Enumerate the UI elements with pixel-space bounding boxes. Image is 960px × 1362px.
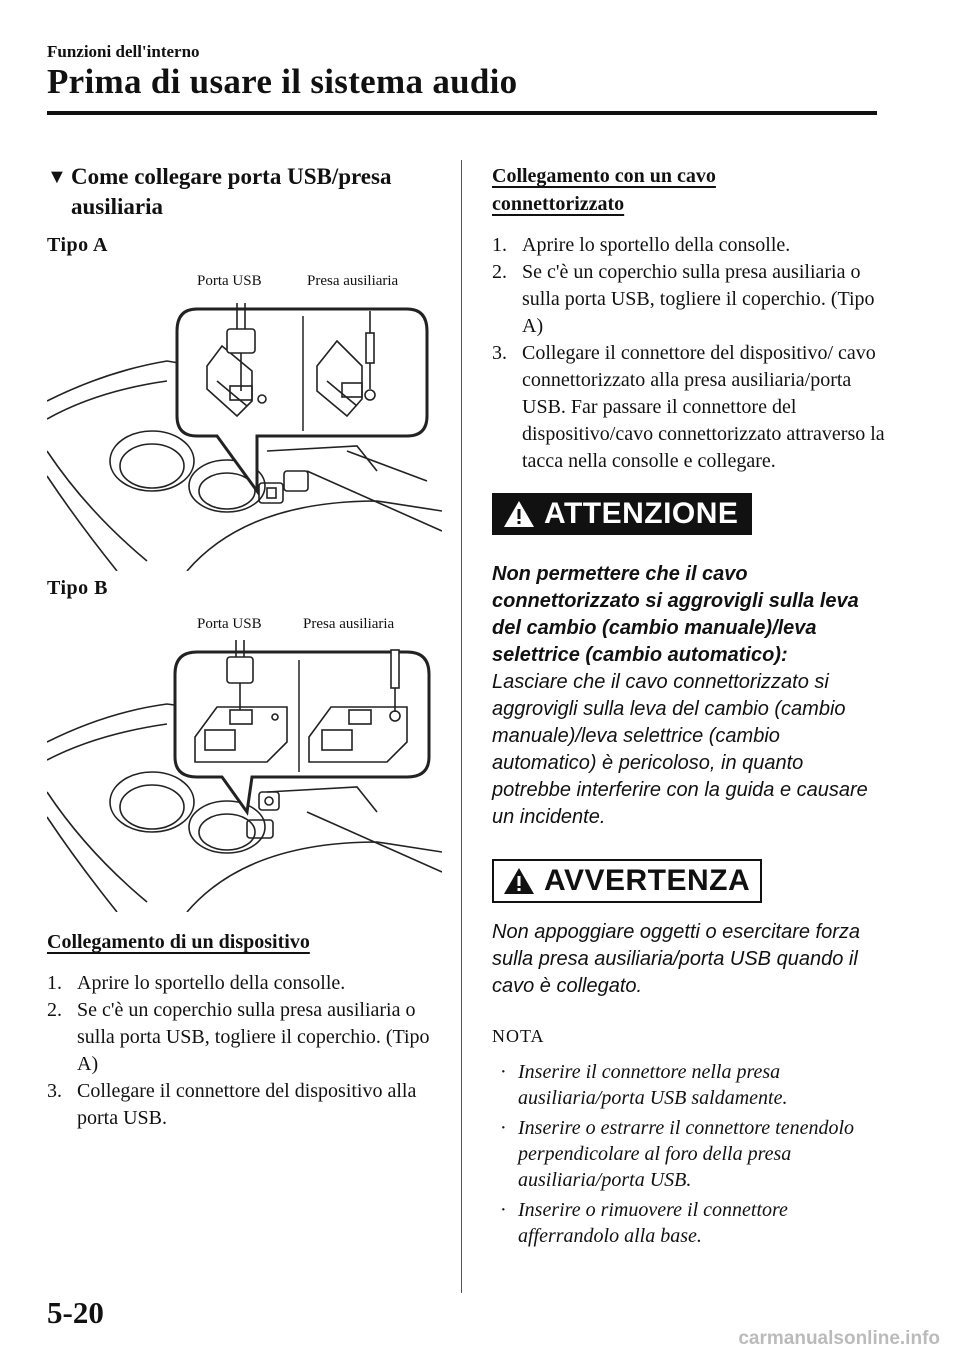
attenzione-banner — [492, 493, 752, 535]
list-item — [47, 970, 442, 997]
list-item — [47, 1078, 442, 1132]
step-text: Se c'è un coperchio sulla presa ausiliaria o sulla porta USB, togliere il coperchio. (Tipo A) — [522, 261, 875, 337]
triangle-bullet-icon: ▼ — [47, 166, 67, 188]
figure-tipo-b — [47, 612, 442, 912]
fig-b-usb-label: Porta USB — [197, 616, 262, 632]
fig-b-aux-label: Presa ausiliaria — [303, 616, 395, 632]
tipo-a-label: Tipo A — [47, 234, 108, 256]
fig-a-usb-label: Porta USB — [197, 273, 262, 289]
watermark: carmanualsonline.info — [738, 1328, 940, 1349]
subhead-line-1: Collegamento con un cavo — [492, 165, 716, 187]
attenzione-text: Lasciare che il cavo connettorizzato si aggrovigli sulla leva del cambio (cambio manuale)/leva selettrice (cambio automatico) è pericoloso, in quanto potrebbe interferire con la guida e causare un incidente. — [492, 671, 868, 828]
bullet-dot-icon: · — [500, 1061, 507, 1083]
list-item — [500, 1115, 887, 1193]
list-item — [500, 1197, 887, 1249]
step-number: 3. — [492, 342, 507, 364]
warning-triangle-icon — [502, 499, 536, 529]
step-number: 3. — [47, 1080, 62, 1102]
nota-text: Inserire o rimuovere il connettore afferrandolo alla base. — [518, 1199, 788, 1247]
step-text: Collegare il connettore del dispositivo alla porta USB. — [77, 1080, 417, 1129]
tipo-b-label: Tipo B — [47, 577, 108, 599]
list-item — [492, 340, 887, 475]
bullet-dot-icon: · — [500, 1199, 507, 1221]
step-text: Se c'è un coperchio sulla presa ausiliaria o sulla porta USB, togliere il coperchio. (Tipo A) — [77, 999, 430, 1075]
topic-heading — [47, 162, 442, 222]
figure-tipo-a — [47, 271, 442, 571]
topic-line-2: ausiliaria — [71, 194, 164, 219]
attenzione-label: ATTENZIONE — [544, 497, 739, 530]
section-title: Funzioni dell'interno — [47, 42, 200, 61]
right-column — [492, 162, 887, 1253]
page-title: Prima di usare il sistema audio — [47, 62, 518, 101]
step-number: 2. — [492, 261, 507, 283]
attenzione-body — [492, 561, 887, 831]
left-column — [47, 162, 442, 1132]
list-item — [47, 997, 442, 1078]
step-number: 2. — [47, 999, 62, 1021]
nota-label: NOTA — [492, 1026, 545, 1046]
bullet-dot-icon: · — [500, 1117, 507, 1139]
step-text: Aprire lo sportello della consolle. — [522, 234, 791, 256]
subhead-collegamento-dispositivo: Collegamento di un dispositivo — [47, 931, 310, 953]
topic-line-1: Come collegare porta USB/presa — [71, 164, 392, 189]
avvertenza-text: Non appoggiare oggetti o esercitare forza sulla presa ausiliaria/porta USB quando il cavo è collegato. — [492, 921, 861, 997]
step-number: 1. — [47, 972, 62, 994]
list-item — [500, 1059, 887, 1111]
header-rule — [47, 111, 877, 115]
right-steps-list — [492, 232, 887, 475]
fig-a-aux-label: Presa ausiliaria — [307, 273, 399, 289]
step-text: Aprire lo sportello della consolle. — [77, 972, 346, 994]
step-number: 1. — [492, 234, 507, 256]
list-item — [492, 232, 887, 259]
page-number: 5-20 — [47, 1295, 104, 1330]
nota-text: Inserire o estrarre il connettore tenendolo perpendicolare al foro della presa ausiliaria/porta USB. — [518, 1117, 855, 1191]
left-steps-list — [47, 970, 442, 1132]
step-text: Collegare il connettore del dispositivo/ cavo connettorizzato alla presa ausiliaria/porta USB. Far passare il connettore del dispositivo/cavo connettorizzato attraverso la tacca nella consolle e collegare. — [522, 342, 885, 472]
list-item — [492, 259, 887, 340]
avvertenza-label: AVVERTENZA — [544, 864, 751, 897]
nota-text: Inserire il connettore nella presa ausiliaria/porta USB saldamente. — [518, 1061, 788, 1109]
console-illustration-b — [47, 612, 442, 912]
warning-triangle-icon — [502, 866, 536, 896]
avvertenza-banner — [492, 859, 762, 903]
attenzione-bold-text: Non permettere che il cavo connettorizzato si aggrovigli sulla leva del cambio (cambio manuale)/leva selettrice (cambio automatico): — [492, 563, 859, 666]
subhead-line-2: connettorizzato — [492, 193, 625, 215]
column-divider — [461, 160, 462, 1293]
console-illustration-a — [47, 271, 442, 571]
nota-list — [492, 1059, 887, 1249]
